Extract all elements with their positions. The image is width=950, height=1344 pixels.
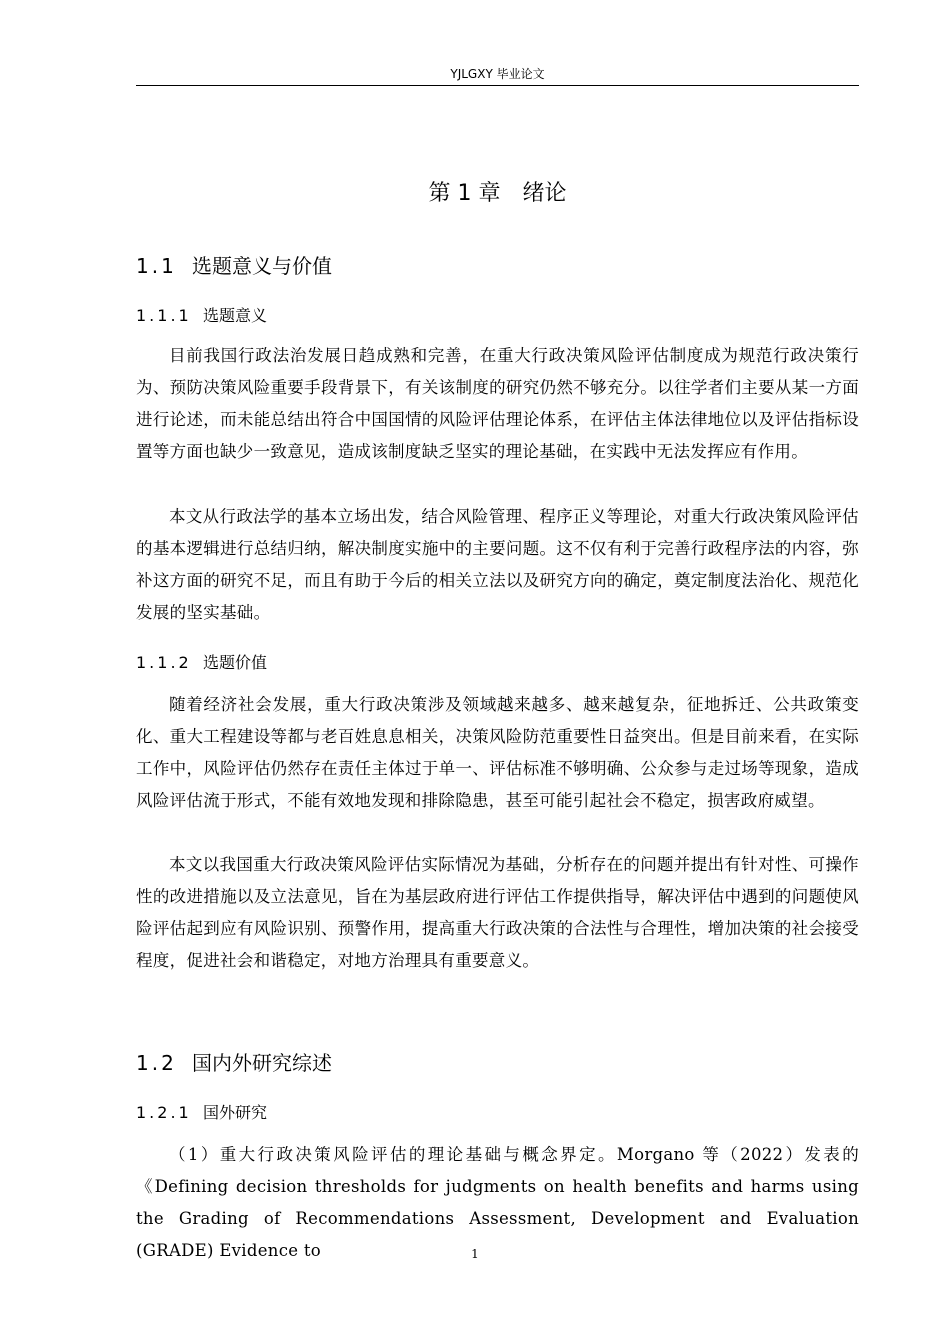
subsection-heading-1-2-1 [136, 1101, 267, 1125]
paragraph: 目前我国行政法治发展日趋成熟和完善，在重大行政决策风险评估制度成为规范行政决策行为、预防决策风险重要手段背景下，有关该制度的研究仍然不够充分。以往学者们主要从某一方面进行论述，而未能总结出符合中国国情的风险评估理论体系，在评估主体法律地位以及评估指标设置等方面也缺少一致意见，造成该制度缺乏坚实的理论基础，在实践中无法发挥应有作用。 [136, 346, 859, 461]
chapter-name: 绪论 [522, 181, 567, 206]
header-title: YJLGXY 毕业论文 [450, 67, 545, 81]
subsection-number: 1.1.1 [136, 306, 192, 325]
subsection-heading-1-1-1 [136, 304, 267, 328]
header-rule [136, 85, 859, 86]
page-number: 1 [471, 1247, 479, 1261]
section-heading-1-2 [136, 1049, 332, 1077]
section-heading-1-1 [136, 252, 332, 280]
section-title: 选题意义与价值 [192, 254, 332, 278]
subsection-title: 选题意义 [203, 306, 268, 325]
page-header [136, 66, 859, 82]
paragraph: 本文以我国重大行政决策风险评估实际情况为基础，分析存在的问题并提出有针对性、可操作性的改进措施以及立法意见，旨在为基层政府进行评估工作提供指导，解决评估中遇到的问题使风险评估起到应有风险识别、预警作用，提高重大行政决策的合法性与合理性，增加决策的社会接受程度，促进社会和谐稳定，对地方治理具有重要意义。 [136, 855, 859, 970]
subsection-heading-1-1-2 [136, 651, 267, 675]
section-number: 1.1 [136, 254, 177, 278]
chapter-number: 第 1 章 [428, 181, 501, 206]
subsection-number: 1.2.1 [136, 1103, 192, 1122]
paragraph: 本文从行政法学的基本立场出发，结合风险管理、程序正义等理论，对重大行政决策风险评估的基本逻辑进行总结归纳，解决制度实施中的主要问题。这不仅有利于完善行政程序法的内容，弥补这方面的研究不足，而且有助于今后的相关立法以及研究方向的确定，奠定制度法治化、规范化发展的坚实基础。 [136, 507, 859, 622]
subsection-title: 选题价值 [203, 653, 268, 672]
paragraph: 随着经济社会发展，重大行政决策涉及领域越来越多、越来越复杂，征地拆迁、公共政策变化、重大工程建设等都与老百姓息息相关，决策风险防范重要性日益突出。但是目前来看，在实际工作中，风险评估仍然存在责任主体过于单一、评估标准不够明确、公众参与走过场等现象，造成风险评估流于形式，不能有效地发现和排除隐患，甚至可能引起社会不稳定，损害政府威望。 [136, 695, 859, 810]
section-number: 1.2 [136, 1051, 177, 1075]
subsection-title: 国外研究 [203, 1103, 268, 1122]
subsection-number: 1.1.2 [136, 653, 192, 672]
chapter-title [136, 178, 859, 210]
paragraph: （1）重大行政决策风险评估的理论基础与概念界定。Morgano 等（2022）发表的《Defining decision thresholds for judgments on health benefits and harms using the Grading of Recommendations Assessment, Development and Evaluation (GRADE) Evidence to [136, 1145, 859, 1260]
section-title: 国内外研究综述 [192, 1051, 332, 1075]
